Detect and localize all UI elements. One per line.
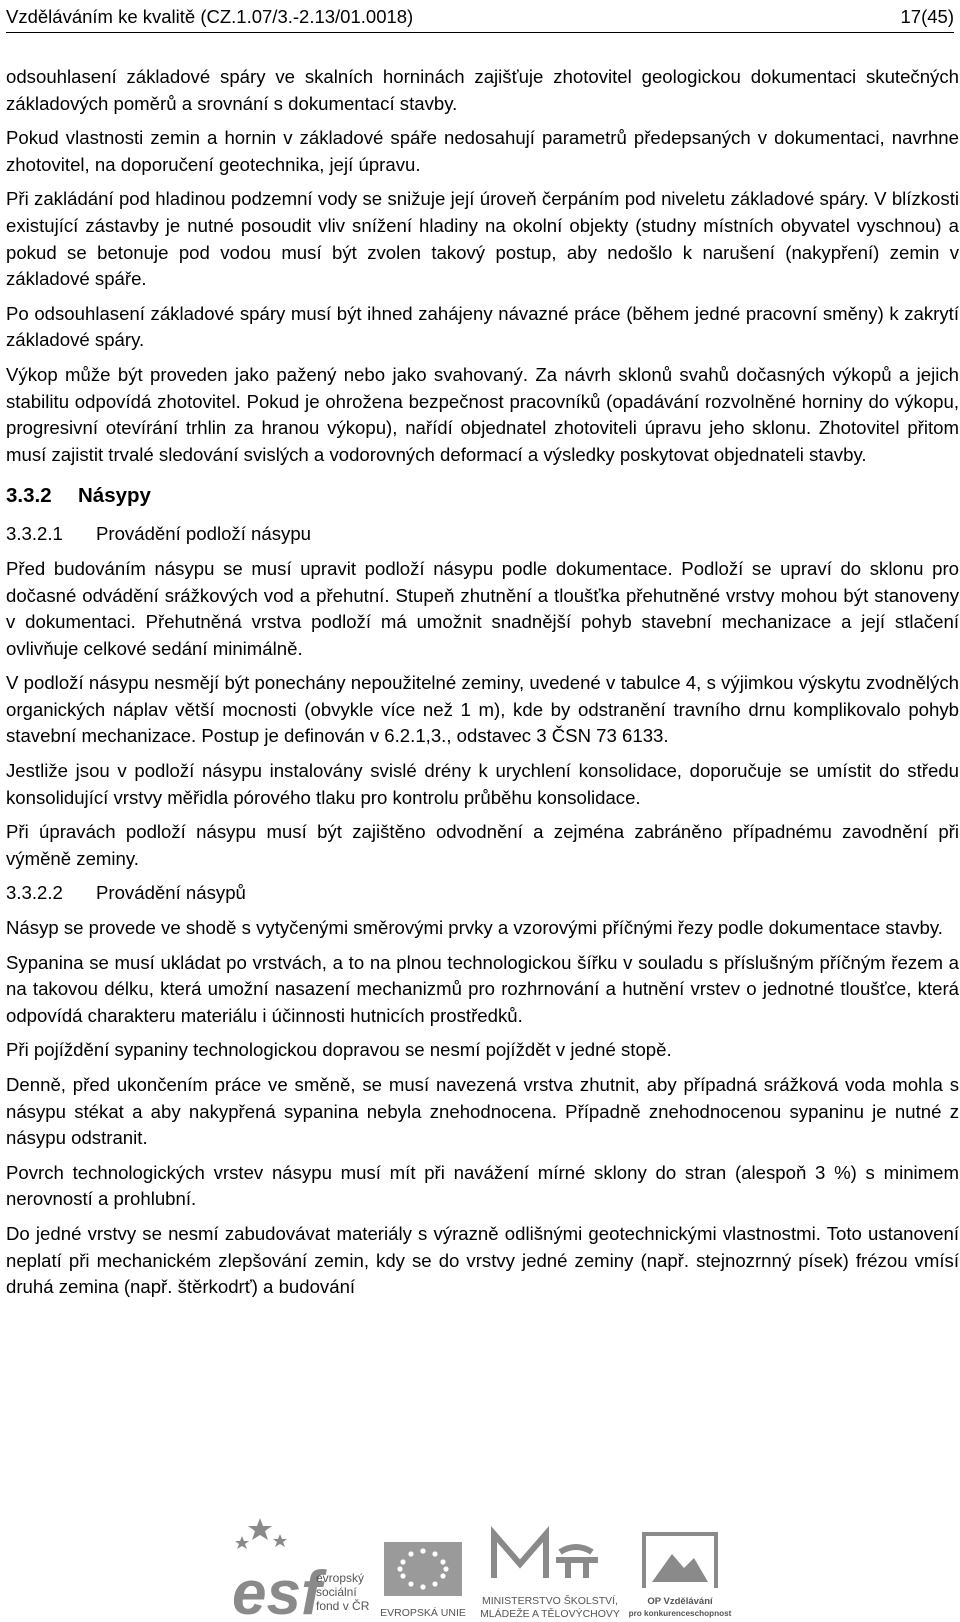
paragraph: Sypanina se musí ukládat po vrstvách, a to na plnou technologickou šířku v souladu s příslušným příčným řezem a na takovou délku, která umožní nasazení mechanizmů pro rozhrnování a hutnění vrstev o jednotné tloušťce, která odpovídá charakteru materiálu i účinnosti hutnicích prostředků. [6, 951, 959, 1026]
paragraph: Násyp se provede ve shodě s vytyčenými směrovými prvky a vzorovými příčnými řezy podle dokumentace stavby. [6, 917, 943, 939]
eu-label: EVROPSKÁ UNIE [380, 1607, 466, 1619]
section-title: Násypy [78, 484, 151, 508]
paragraph: odsouhlasení základové spáry ve skalních horninách zajišťuje zhotovitel geologickou dokumentaci skutečných základových poměrů a srovnání s dokumentací stavby. [6, 66, 959, 114]
subsection-title: Provádění podloží násypu [96, 523, 312, 545]
paragraph: Po odsouhlasení základové spáry musí být ihned zahájeny návazné práce (během jedné pracovní směny) k zakrytí základové spáry. [6, 302, 959, 351]
subsection-number: 3.3.2.1 [6, 523, 63, 545]
eu-flag-logo [378, 1538, 468, 1622]
esf-text-line-1: evropský [316, 1571, 365, 1585]
msmt-text-line-1: MINISTERSTVO ŠKOLSTVÍ, [482, 1595, 618, 1607]
funding-logos-footer [0, 1514, 960, 1622]
op-vk-logo [628, 1524, 732, 1622]
msmt-text-line-2: MLÁDEŽE A TĚLOVÝCHOVY [480, 1608, 620, 1620]
header-page-number: 17(45) [900, 6, 954, 27]
esf-logo [232, 1514, 372, 1622]
paragraph: Denně, před ukončením práce ve směně, se musí navezená vrstva zhutnit, aby případná srážková voda mohla s násypu stékat a aby nakypřená sypanina nebyla znehodnocena. Případně znehodnocenou sypaninu je nutné z násypu odstranit. [6, 1074, 959, 1149]
esf-text-line-3: fond v ČR [316, 1599, 370, 1613]
document-body [6, 64, 959, 1301]
paragraph: Povrch technologických vrstev násypu musí mít při navážení mírné sklony do stran (alespoň 3 %) s minimem nerovností a prohlubní. [6, 1161, 959, 1210]
svg-text:esf: esf [232, 1559, 322, 1622]
section-number: 3.3.2 [6, 484, 52, 508]
paragraph: Jestliže jsou v podloží násypu instalovány svislé drény k urychlení konsolidace, doporučuje se umístit do středu konsolidující vrstvy měřidla pórového tlaku pro kontrolu průběhu konsolidace. [6, 760, 959, 808]
op-text-line-2: pro konkurenceschopnost [628, 1609, 732, 1618]
msmt-logo [480, 1524, 620, 1622]
op-text-line-1: OP Vzdělávání [647, 1596, 713, 1607]
paragraph: Pokud vlastnosti zemin a hornin v základové spáře nedosahují parametrů předepsaných v dokumentaci, navrhne zhotovitel, na doporučení geotechnika, její úpravu. [6, 127, 959, 175]
paragraph: Při úpravách podloží násypu musí být zajištěno odvodnění a zejména zabráněno případnému zavodnění při výměně zeminy. [6, 821, 959, 869]
subsection-heading-3-3-2-2 [6, 880, 959, 907]
paragraph: V podloží násypu nesmějí být ponechány nepoužitelné zeminy, uvedené v tabulce 4, s výjimkou výskytu zvodnělých organických náplav větší mocnosti (obvykle více než 1 m), kde by odstranění travního drnu komplikovalo pohyb stavební mechanizace. Postup je definován v 6.2.1,3., odstavec 3 ČSN 73 6133. [6, 672, 959, 747]
subsection-number: 3.3.2.2 [6, 882, 63, 904]
section-heading-3-3-2 [6, 483, 959, 509]
paragraph: Při zakládání pod hladinou podzemní vody se snižuje její úroveň čerpáním pod niveletu základové spáry. V blízkosti existující zástavby je nutné posoudit vliv snížení hladiny na okolní objekty (studny místních obyvatel vyschnou) a pokud se betonuje pod vodou musí být zvolen takový postup, aby nedošlo k narušení (nakypření) zemin v základové spáře. [6, 188, 959, 290]
subsection-heading-3-3-2-1 [6, 521, 959, 548]
subsection-title: Provádění násypů [96, 882, 246, 904]
esf-text-line-2: sociální [316, 1585, 357, 1599]
header-project-title: Vzděláváním ke kvalitě (CZ.1.07/3.-2.13/01.0018) [6, 6, 414, 27]
paragraph: Před budováním násypu se musí upravit podloží násypu podle dokumentace. Podloží se upraví do sklonu pro dočasné odvádění srážkových vod a přehutní. Stupeň zhutnění a tloušťka přehutněné vrstvy mohou být stanoveny v dokumentaci. Přehutněná vrstva podloží má umožnit snadnější pohyb stavební mechanizace a její stlačení ovlivňuje celkové sedání minimálně. [6, 557, 959, 659]
paragraph: Výkop může být proveden jako pažený nebo jako svahovaný. Za návrh sklonů svahů dočasných výkopů a jejich stabilitu odpovídá zhotovitel. Pokud je ohrožena bezpečnost pracovníků (opadávání rozvolněné horniny do výkopu, progresivní otevírání trhlin za hranou výkopu), nařídí objednatel zhotoviteli úpravu jeho sklonu. Zhotovitel přitom musí zajistit trvalé sledování svislých a vodorovných deformací a výsledky poskytovat objednateli stavby. [6, 363, 959, 465]
running-header [6, 6, 954, 33]
paragraph: Do jedné vrstvy se nesmí zabudovávat materiály s výrazně odlišnými geotechnickými vlastnostmi. Toto ustanovení neplatí při mechanickém zlepšování zemin, kdy se do vrstvy jedné zeminy (např. stejnozrnný písek) frézou vmísí druhá zemina (např. štěrkodrť) a budování [6, 1222, 959, 1298]
paragraph: Při pojíždění sypaniny technologickou dopravou se nesmí pojíždět v jedné stopě. [6, 1039, 672, 1061]
